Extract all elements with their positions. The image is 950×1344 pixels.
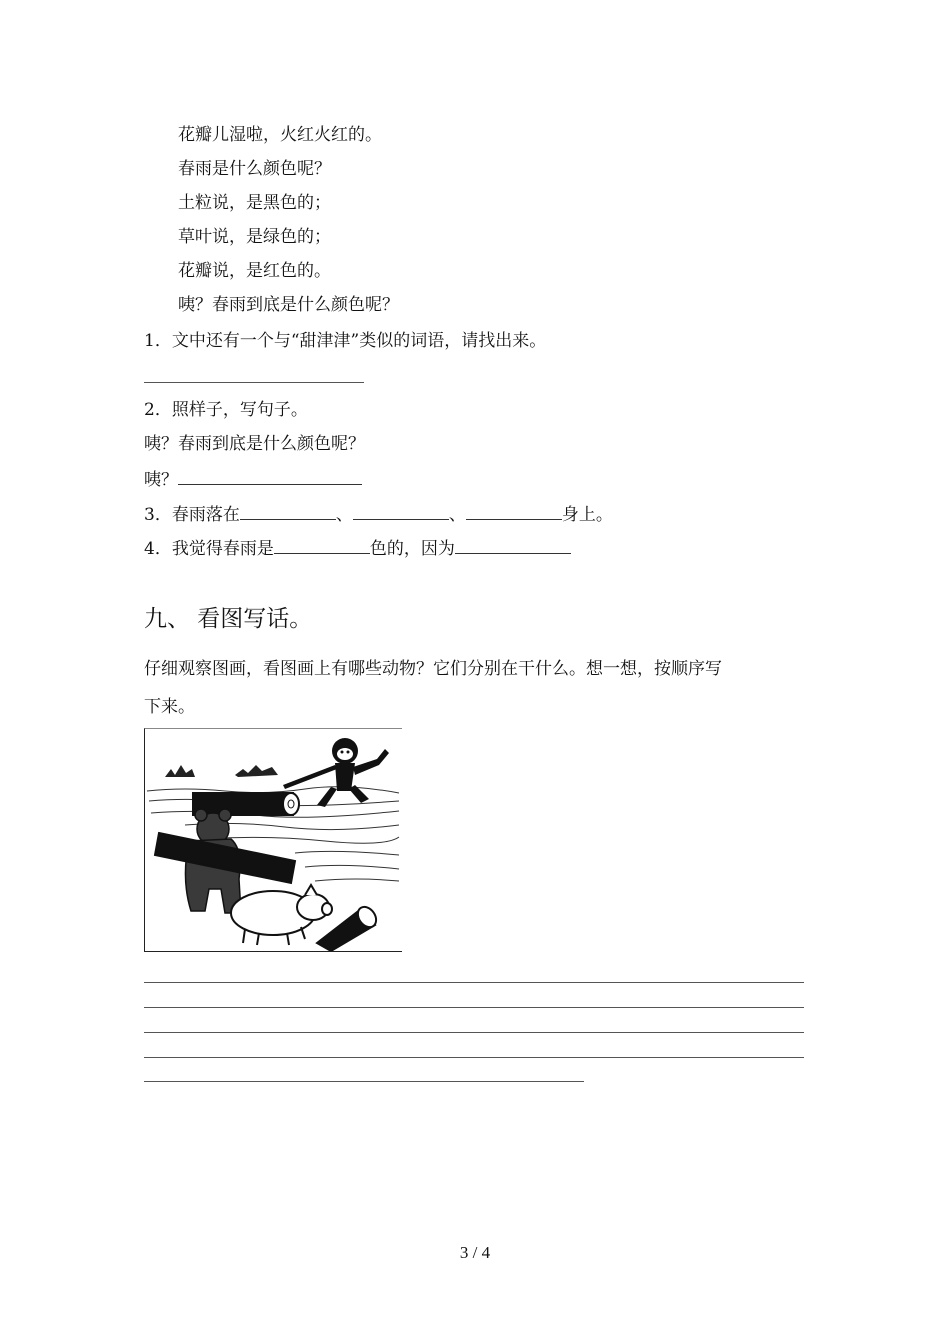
question-4-middle: 色的，因为	[369, 539, 455, 559]
question-4	[144, 536, 571, 560]
answer-blank-q4-2[interactable]	[455, 536, 571, 554]
answer-blank-q3-2[interactable]	[353, 502, 449, 520]
writing-line-5[interactable]	[144, 1081, 584, 1082]
poem-line-2: 春雨是什么颜色呢？	[178, 159, 331, 179]
writing-line-3[interactable]	[144, 1032, 804, 1033]
section-9-instruction-1: 仔细观察图画，看图画上有哪些动物？它们分别在干什么。想一想，按顺序写	[144, 659, 722, 679]
question-2: 2．照样子，写句子。	[144, 400, 308, 420]
section-9-instruction-2: 下来。	[144, 697, 195, 717]
question-1: 1．文中还有一个与“甜津津”类似的词语，请找出来。	[144, 331, 547, 351]
question-3-sep-1: 、	[335, 505, 353, 525]
question-4-prefix: 4．我觉得春雨是	[144, 539, 274, 559]
section-9-heading: 九、 看图写话。	[144, 606, 313, 632]
pig	[231, 885, 332, 945]
question-2-prompt-row	[144, 467, 362, 491]
writing-line-4[interactable]	[144, 1057, 804, 1058]
answer-blank-q3-1[interactable]	[240, 502, 336, 520]
question-3-sep-2: 、	[448, 505, 466, 525]
writing-line-2[interactable]	[144, 1007, 804, 1008]
answer-blank-q2[interactable]	[178, 467, 362, 485]
question-3	[144, 502, 613, 526]
poem-line-6: 咦？春雨到底是什么颜色呢？	[178, 295, 399, 315]
monkey	[283, 738, 389, 807]
question-2-example: 咦？春雨到底是什么颜色呢？	[144, 434, 365, 454]
question-2-prompt: 咦？	[144, 470, 178, 490]
page-number: 3 / 4	[459, 1243, 491, 1262]
poem-line-5: 花瓣说，是红色的。	[178, 261, 331, 281]
question-3-prefix: 3．春雨落在	[144, 505, 240, 525]
illustration-animals-carrying-logs	[144, 728, 402, 952]
answer-blank-q3-3[interactable]	[466, 502, 562, 520]
poem-line-4: 草叶说，是绿色的；	[178, 227, 331, 247]
poem-line-3: 土粒说，是黑色的；	[178, 193, 331, 213]
poem-line-1: 花瓣儿湿啦，火红火红的。	[178, 125, 382, 145]
question-3-suffix: 身上。	[561, 505, 613, 525]
writing-line-1[interactable]	[144, 982, 804, 983]
illustration-svg	[145, 729, 401, 951]
log-top	[193, 793, 299, 815]
answer-line-q1[interactable]	[144, 382, 364, 383]
bushes	[165, 765, 278, 777]
answer-blank-q4-1[interactable]	[274, 536, 370, 554]
